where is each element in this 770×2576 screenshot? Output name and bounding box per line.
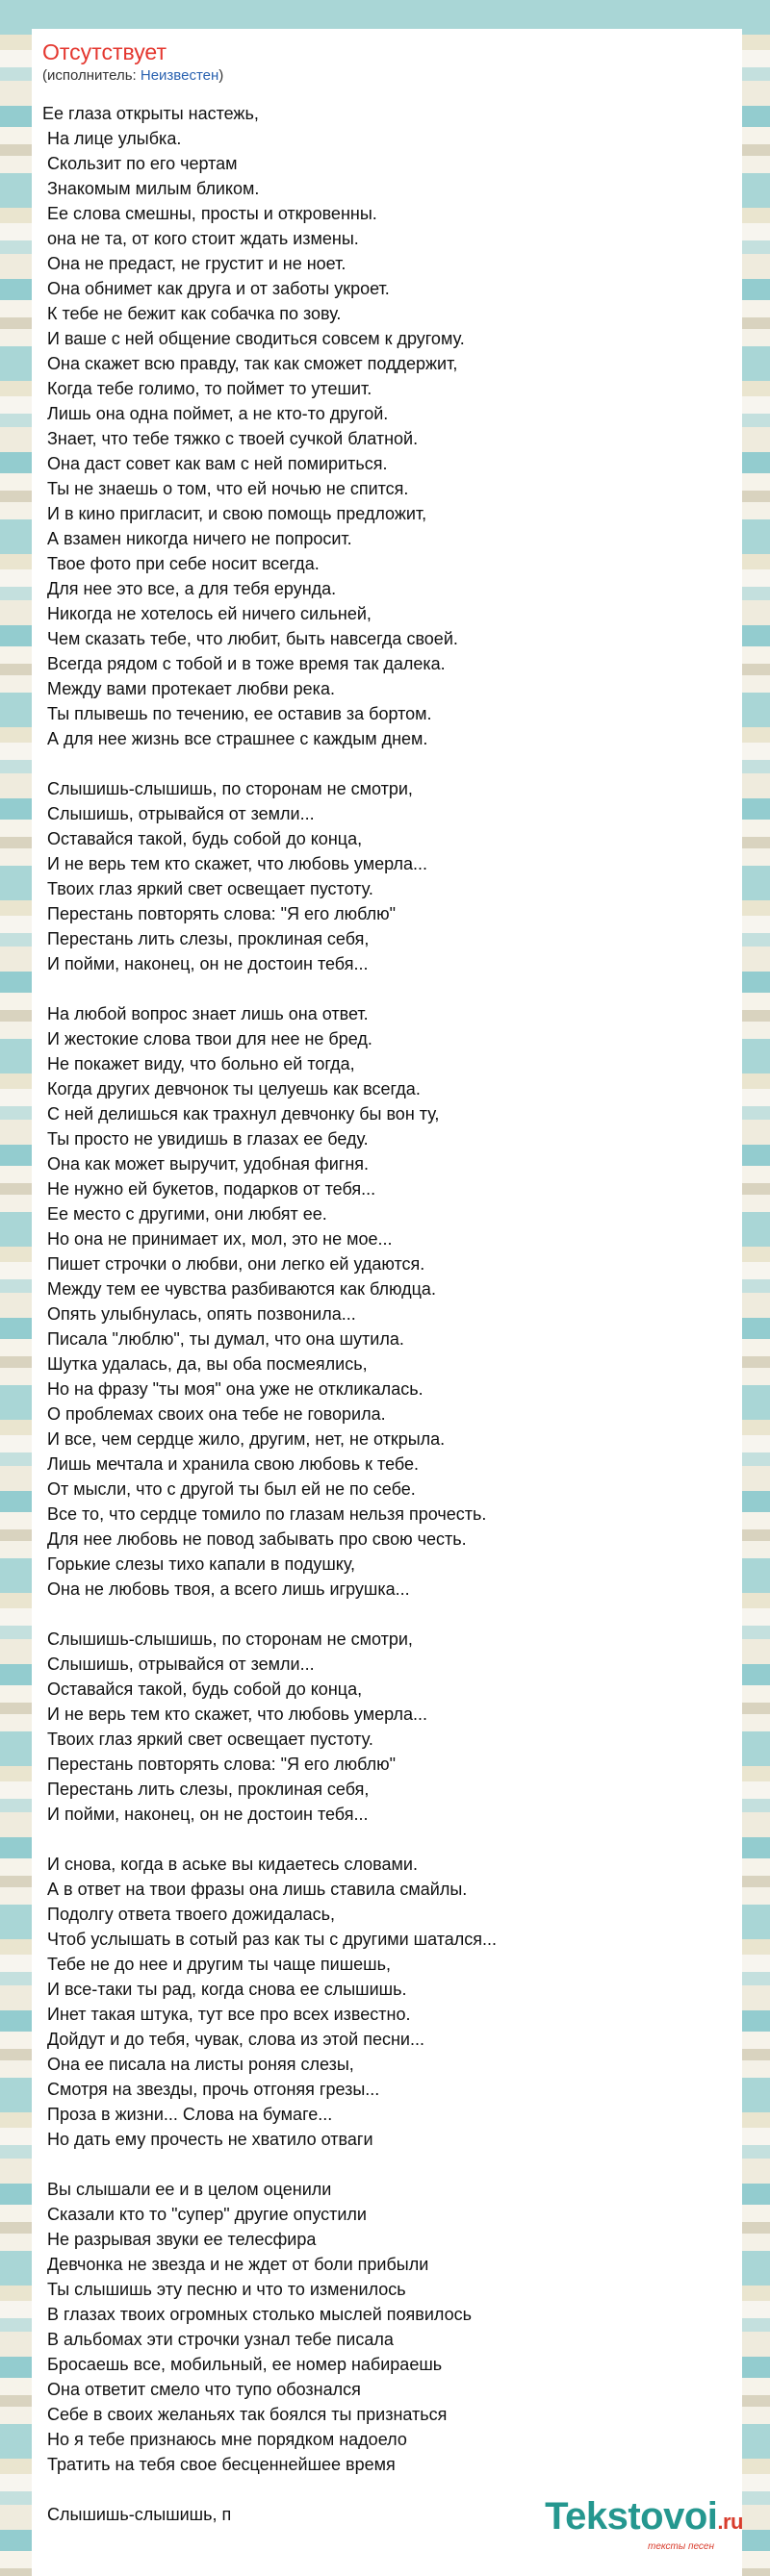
- lyric-line: Слышишь-слышишь, п: [42, 2505, 232, 2524]
- lyric-line: Когда других девчонок ты целуешь как всегда.: [42, 1079, 421, 1099]
- lyric-line: Никогда не хотелось ей ничего сильней,: [42, 604, 372, 623]
- logo-tagline: тексты песен: [648, 2541, 714, 2552]
- artist-link[interactable]: Неизвестен: [140, 67, 219, 84]
- stanza-gap: [42, 2152, 716, 2177]
- artist-prefix: (исполнитель:: [42, 67, 141, 84]
- lyric-line: Перестань лить слезы, проклиная себя,: [42, 1780, 370, 1799]
- lyric-line: Слышишь, отрывайся от земли...: [42, 1654, 315, 1674]
- lyric-line: Перестань повторять слова: "Я его люблю": [42, 904, 397, 923]
- lyric-line: И ваше с ней общение сводиться совсем к другому.: [42, 329, 465, 348]
- lyric-line: Чтоб услышать в сотый раз как ты с другими шатался...: [42, 1930, 498, 1949]
- lyric-line: Твоих глаз яркий свет освещает пустоту.: [42, 879, 373, 898]
- lyric-line: Но на фразу "ты моя" она уже не откликалась.: [42, 1379, 424, 1399]
- lyric-line: она не та, от кого стоит ждать измены.: [42, 229, 359, 248]
- lyric-line: Твоих глаз яркий свет освещает пустоту.: [42, 1730, 373, 1749]
- lyric-line: Она обнимет как друга и от заботы укроет.: [42, 279, 390, 298]
- lyric-line: В глазах твоих огромных столько мыслей появилось: [42, 2305, 473, 2324]
- lyric-line: Она даст совет как вам с ней помириться.: [42, 454, 388, 473]
- lyric-line: К тебе не бежит как собачка по зову.: [42, 304, 342, 323]
- site-logo[interactable]: [531, 2497, 743, 2553]
- lyric-line: Твое фото при себе носит всегда.: [42, 554, 320, 573]
- lyric-line: С ней делишься как трахнул девчонку бы вон ту,: [42, 1104, 440, 1124]
- lyric-line: Но она не принимает их, мол, это не мое...: [42, 1229, 393, 1249]
- lyric-line: Она не предаст, не грустит и не ноет.: [42, 254, 346, 273]
- lyric-line: На любой вопрос знает лишь она ответ.: [42, 1004, 369, 1023]
- song-header: [42, 38, 735, 85]
- lyric-line: Для нее это все, а для тебя ерунда.: [42, 579, 337, 598]
- artist-suffix: ): [218, 67, 224, 84]
- lyric-line: Знакомым милым бликом.: [42, 179, 260, 198]
- logo-name: Tekstovoi: [545, 2495, 718, 2538]
- lyric-line: И снова, когда в аське вы кидаетесь словами.: [42, 1855, 418, 1874]
- lyric-line: И жестокие слова твои для нее не бред.: [42, 1029, 372, 1048]
- lyric-line: Но дать ему прочесть не хватило отваги: [42, 2130, 373, 2149]
- stanza-gap: [42, 751, 716, 776]
- lyric-line: Она ответит смело что тупо обознался: [42, 2380, 361, 2399]
- lyric-line: Перестань лить слезы, проклиная себя,: [42, 929, 370, 948]
- lyric-line: Между тем ее чувства разбиваются как блюдца.: [42, 1279, 436, 1299]
- lyric-line: Но я тебе признаюсь мне порядком надоело: [42, 2430, 407, 2449]
- song-title: Отсутствует: [42, 39, 167, 64]
- lyric-line: Инет такая штука, тут все про всех известно.: [42, 2005, 411, 2024]
- lyric-line: Ты плывешь по течению, ее оставив за бортом.: [42, 704, 432, 723]
- lyric-line: И все, чем сердце жило, другим, нет, не открыла.: [42, 1429, 446, 1449]
- lyric-line: А для нее жизнь все страшнее с каждым днем.: [42, 729, 428, 748]
- lyric-line: И все-таки ты рад, когда снова ее слышишь.: [42, 1980, 407, 1999]
- lyric-line: Девчонка не звезда и не ждет от боли прибыли: [42, 2255, 429, 2274]
- lyric-line: Лишь мечтала и хранила свою любовь к тебе.: [42, 1454, 419, 1474]
- lyric-line: Оставайся такой, будь собой до конца,: [42, 1679, 363, 1699]
- lyric-line: И пойми, наконец, он не достоин тебя...: [42, 954, 369, 973]
- lyric-line: Для нее любовь не повод забывать про свою честь.: [42, 1529, 467, 1549]
- lyric-line: Она как может выручит, удобная фигня.: [42, 1154, 370, 1174]
- lyric-line: Все то, что сердце томило по глазам нельзя прочесть.: [42, 1504, 487, 1524]
- lyric-line: Пишет строчки о любви, они легко ей удаются.: [42, 1254, 425, 1274]
- lyric-line: Она не любовь твоя, а всего лишь игрушка...: [42, 1579, 410, 1599]
- logo-tld: .ru: [717, 2510, 743, 2534]
- lyric-line: Между вами протекает любви река.: [42, 679, 335, 698]
- lyrics-body: [42, 101, 716, 2527]
- lyric-line: Шутка удалась, да, вы оба посмеялись,: [42, 1354, 368, 1374]
- lyric-line: Горькие слезы тихо капали в подушку,: [42, 1554, 356, 1574]
- lyric-line: Тратить на тебя свое бесценнейшее время: [42, 2455, 396, 2474]
- lyric-line: И в кино пригласит, и свою помощь предложит,: [42, 504, 427, 523]
- lyric-line: От мысли, что с другой ты был ей не по себе.: [42, 1479, 416, 1499]
- lyric-line: Лишь она одна поймет, а не кто-то другой.: [42, 404, 389, 423]
- lyric-line: Она скажет всю правду, так как сможет поддержит,: [42, 354, 458, 373]
- lyric-line: Знает, что тебе тяжко с твоей сучкой блатной.: [42, 429, 419, 448]
- lyric-line: Смотря на звезды, прочь отгоняя грезы...: [42, 2080, 380, 2099]
- artist-line: [42, 67, 735, 85]
- lyric-line: Ты не знаешь о том, что ей ночью не спится.: [42, 479, 409, 498]
- lyric-line: И пойми, наконец, он не достоин тебя...: [42, 1805, 369, 1824]
- lyric-line: Тебе не до нее и другим ты чаще пишешь,: [42, 1955, 391, 1974]
- lyric-line: Дойдут и до тебя, чувак, слова из этой песни...: [42, 2030, 424, 2049]
- logo-wordmark: [531, 2497, 743, 2541]
- lyric-line: А взамен никогда ничего не попросит.: [42, 529, 352, 548]
- stanza-gap: [42, 1827, 716, 1852]
- lyric-line: Себе в своих желаньях так боялся ты признаться: [42, 2405, 448, 2424]
- lyric-line: А в ответ на твои фразы она лишь ставила смайлы.: [42, 1880, 468, 1899]
- lyric-line: Ты просто не увидишь в глазах ее беду.: [42, 1129, 369, 1149]
- stanza-gap: [42, 976, 716, 1001]
- lyric-line: Не покажет виду, что больно ей тогда,: [42, 1054, 355, 1073]
- lyric-line: Подолгу ответа твоего дожидалась,: [42, 1905, 336, 1924]
- lyric-line: Не разрывая звуки ее телесфира: [42, 2230, 317, 2249]
- lyric-line: Скользит по его чертам: [42, 154, 238, 173]
- lyric-line: На лице улыбка.: [42, 129, 182, 148]
- lyric-line: В альбомах эти строчки узнал тебе писала: [42, 2330, 394, 2349]
- lyric-line: Ее глаза открыты настежь,: [42, 104, 259, 123]
- lyric-line: Слышишь-слышишь, по сторонам не смотри,: [42, 779, 413, 798]
- lyric-line: О проблемах своих она тебе не говорила.: [42, 1404, 386, 1424]
- lyric-line: Писала "люблю", ты думал, что она шутила.: [42, 1329, 404, 1349]
- lyric-line: Оставайся такой, будь собой до конца,: [42, 829, 363, 848]
- lyric-line: Вы слышали ее и в целом оценили: [42, 2180, 332, 2199]
- lyric-line: Опять улыбнулась, опять позвонила...: [42, 1304, 356, 1324]
- lyric-line: И не верь тем кто скажет, что любовь умерла...: [42, 854, 427, 873]
- lyric-line: Ее место с другими, они любят ее.: [42, 1204, 327, 1224]
- lyric-line: Ее слова смешны, просты и откровенны.: [42, 204, 377, 223]
- stanza-gap: [42, 1602, 716, 1627]
- lyric-line: Проза в жизни... Слова на бумаге...: [42, 2105, 333, 2124]
- lyric-line: Бросаешь все, мобильный, ее номер набираешь: [42, 2355, 443, 2374]
- lyric-line: Когда тебе голимо, то поймет то утешит.: [42, 379, 372, 398]
- lyric-line: Чем сказать тебе, что любит, быть навсегда своей.: [42, 629, 458, 648]
- lyric-line: И не верь тем кто скажет, что любовь умерла...: [42, 1705, 427, 1724]
- lyric-line: Сказали кто то "супер" другие опустили: [42, 2205, 367, 2224]
- lyric-line: Слышишь-слышишь, по сторонам не смотри,: [42, 1629, 413, 1649]
- lyric-line: Слышишь, отрывайся от земли...: [42, 804, 315, 823]
- lyric-line: Перестань повторять слова: "Я его люблю": [42, 1755, 397, 1774]
- lyric-line: Всегда рядом с тобой и в тоже время так далека.: [42, 654, 446, 673]
- lyric-line: Она ее писала на листы роняя слезы,: [42, 2055, 354, 2074]
- lyric-line: Ты слышишь эту песню и что то изменилось: [42, 2280, 406, 2299]
- lyric-line: Не нужно ей букетов, подарков от тебя...: [42, 1179, 376, 1199]
